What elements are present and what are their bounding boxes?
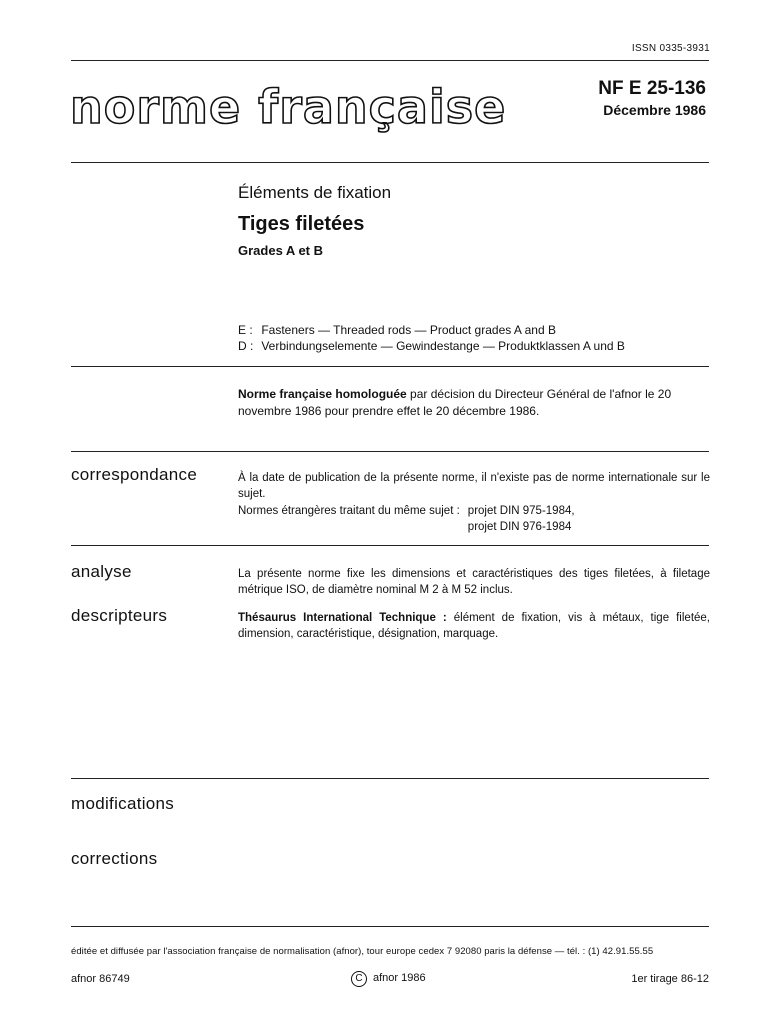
descripteurs-bold: Thésaurus International Technique : xyxy=(238,612,447,624)
translation-english xyxy=(238,323,556,337)
copyright xyxy=(351,971,426,987)
subject-category: Éléments de fixation xyxy=(238,183,392,202)
publisher-info: éditée et diffusée par l'association française de normalisation (afnor), tour europe cedex 7 92080 paris la défense — tél. : (1) 42.91.55.55 xyxy=(71,946,654,957)
afnor-code: afnor 86749 xyxy=(71,973,130,985)
section-label-analyse: analyse xyxy=(71,562,132,581)
standard-date: Décembre 1986 xyxy=(603,102,706,118)
translation-german xyxy=(238,339,625,353)
header-rule xyxy=(71,60,709,61)
translation-code: D : xyxy=(238,339,254,353)
section-label-descripteurs: descripteurs xyxy=(71,606,168,625)
foreign-standards xyxy=(238,503,575,535)
section-label-corrections: corrections xyxy=(71,849,158,868)
foreign-standard-item: projet DIN 975-1984, xyxy=(467,505,575,517)
homologation-bold: Norme française homologuée xyxy=(238,387,407,401)
title-rule xyxy=(71,162,709,163)
descripteurs-body: élément de fixation, vis à métaux, tige filetée, dimension, caractéristique, désignation, marquage. xyxy=(238,612,710,640)
copyright-text: afnor 1986 xyxy=(373,972,426,984)
correspondance-text: À la date de publication de la présente norme, il n'existe pas de norme internationale sur le sujet. xyxy=(238,472,710,500)
foreign-standard-item: projet DIN 976-1984 xyxy=(467,521,572,533)
subject-title: Tiges filetées xyxy=(238,213,365,235)
homologation-text xyxy=(238,386,710,420)
section-label-modifications: modifications xyxy=(71,794,175,813)
document-type-title: norme française xyxy=(70,80,507,134)
homologation-rule xyxy=(71,451,709,452)
analyse-text: La présente norme fixe les dimensions et caractéristiques des tiges filetées, à filetage métrique ISO, de diamètre nominal M 2 à M 52 inclus. xyxy=(238,568,710,596)
footer-rule xyxy=(71,926,709,927)
descripteurs-rule xyxy=(71,778,709,779)
translation-text: Verbindungselemente — Gewindestange — Produktklassen A und B xyxy=(261,339,625,353)
standard-reference: NF E 25-136 xyxy=(598,78,706,99)
print-run: 1er tirage 86-12 xyxy=(631,973,709,985)
translation-text: Fasteners — Threaded rods — Product grades A and B xyxy=(261,323,556,337)
descripteurs-text xyxy=(238,610,710,642)
copyright-icon: C xyxy=(351,971,367,987)
foreign-standards-label: Normes étrangères traitant du même sujet : xyxy=(238,505,460,517)
translation-code: E : xyxy=(238,323,253,337)
homologation-body: par décision du Directeur Général de l'afnor le 20 novembre 1986 pour prendre effet le 20 décembre 1986. xyxy=(238,387,672,418)
subject-subtitle: Grades A et B xyxy=(238,243,324,258)
correspondance-rule xyxy=(71,545,709,546)
section-label-correspondance: correspondance xyxy=(71,465,198,484)
translations-rule xyxy=(71,366,709,367)
issn-number: ISSN 0335-3931 xyxy=(631,43,710,54)
